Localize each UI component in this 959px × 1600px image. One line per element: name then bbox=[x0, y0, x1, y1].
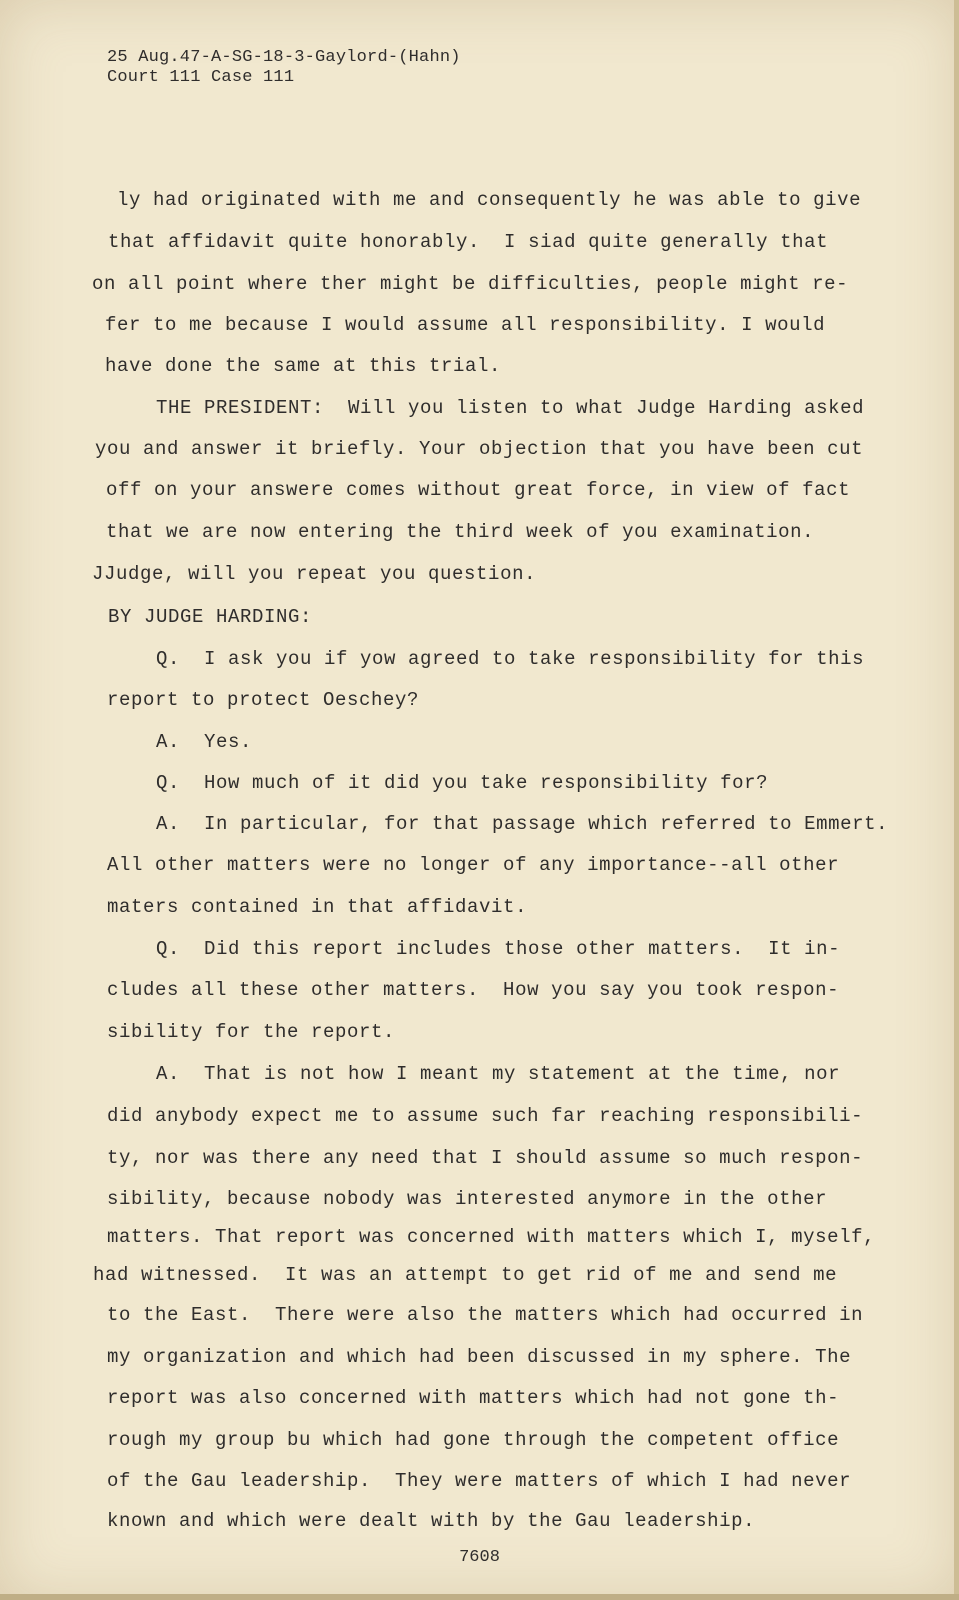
body-line: Q. Did this report includes those other matters. It in- bbox=[156, 938, 841, 960]
body-line: sibility for the report. bbox=[107, 1021, 396, 1043]
body-line: report to protect Oeschey? bbox=[107, 689, 420, 711]
body-line: fer to me because I would assume all responsibility. I would bbox=[105, 314, 826, 336]
body-line: A. Yes. bbox=[156, 731, 253, 753]
section-heading: BY JUDGE HARDING: bbox=[108, 606, 313, 628]
document-header-court: Court 111 Case 111 bbox=[107, 68, 295, 87]
body-line: on all point where ther might be difficulties, people might re- bbox=[92, 273, 849, 295]
body-line: that we are now entering the third week of you examination. bbox=[106, 521, 815, 543]
body-line: you and answer it briefly. Your objection that you have been cut bbox=[95, 438, 864, 460]
body-line: that affidavit quite honorably. I siad quite generally that bbox=[108, 231, 829, 253]
body-line: maters contained in that affidavit. bbox=[107, 896, 528, 918]
body-line: JJudge, will you repeat you question. bbox=[92, 563, 537, 585]
body-line: of the Gau leadership. They were matters of which I had never bbox=[107, 1470, 852, 1492]
body-line: ty, nor was there any need that I should assume so much respon- bbox=[107, 1147, 864, 1169]
page-number: 7608 bbox=[459, 1548, 500, 1567]
body-line: All other matters were no longer of any importance--all other bbox=[107, 854, 840, 876]
body-line: A. That is not how I meant my statement at the time, nor bbox=[156, 1063, 841, 1085]
body-line: matters. That report was concerned with matters which I, myself, bbox=[107, 1226, 876, 1248]
body-line: ly had originated with me and consequently he was able to give bbox=[117, 189, 862, 211]
body-line: cludes all these other matters. How you say you took respon- bbox=[107, 979, 840, 1001]
body-line: report was also concerned with matters which had not gone th- bbox=[107, 1387, 840, 1409]
body-line: known and which were dealt with by the Gau leadership. bbox=[107, 1510, 756, 1532]
body-line: off on your answere comes without great force, in view of fact bbox=[106, 479, 851, 501]
body-line: THE PRESIDENT: Will you listen to what Judge Harding asked bbox=[156, 397, 865, 419]
body-line: rough my group bu which had gone through the competent office bbox=[107, 1429, 840, 1451]
body-line: my organization and which had been discussed in my sphere. The bbox=[107, 1346, 852, 1368]
body-line: had witnessed. It was an attempt to get rid of me and send me bbox=[93, 1264, 838, 1286]
body-line: A. In particular, for that passage which referred to Emmert. bbox=[156, 813, 889, 835]
body-line: Q. How much of it did you take responsibility for? bbox=[156, 772, 769, 794]
body-line: have done the same at this trial. bbox=[105, 355, 502, 377]
page-edge bbox=[954, 0, 959, 1600]
page-bottom-edge bbox=[0, 1594, 959, 1600]
body-line: Q. I ask you if yow agreed to take responsibility for this bbox=[156, 648, 865, 670]
document-header-reference: 25 Aug.47-A-SG-18-3-Gaylord-(Hahn) bbox=[107, 48, 461, 67]
body-line: did anybody expect me to assume such far reaching responsibili- bbox=[107, 1105, 864, 1127]
body-line: to the East. There were also the matters which had occurred in bbox=[107, 1304, 864, 1326]
body-line: sibility, because nobody was interested anymore in the other bbox=[107, 1188, 828, 1210]
